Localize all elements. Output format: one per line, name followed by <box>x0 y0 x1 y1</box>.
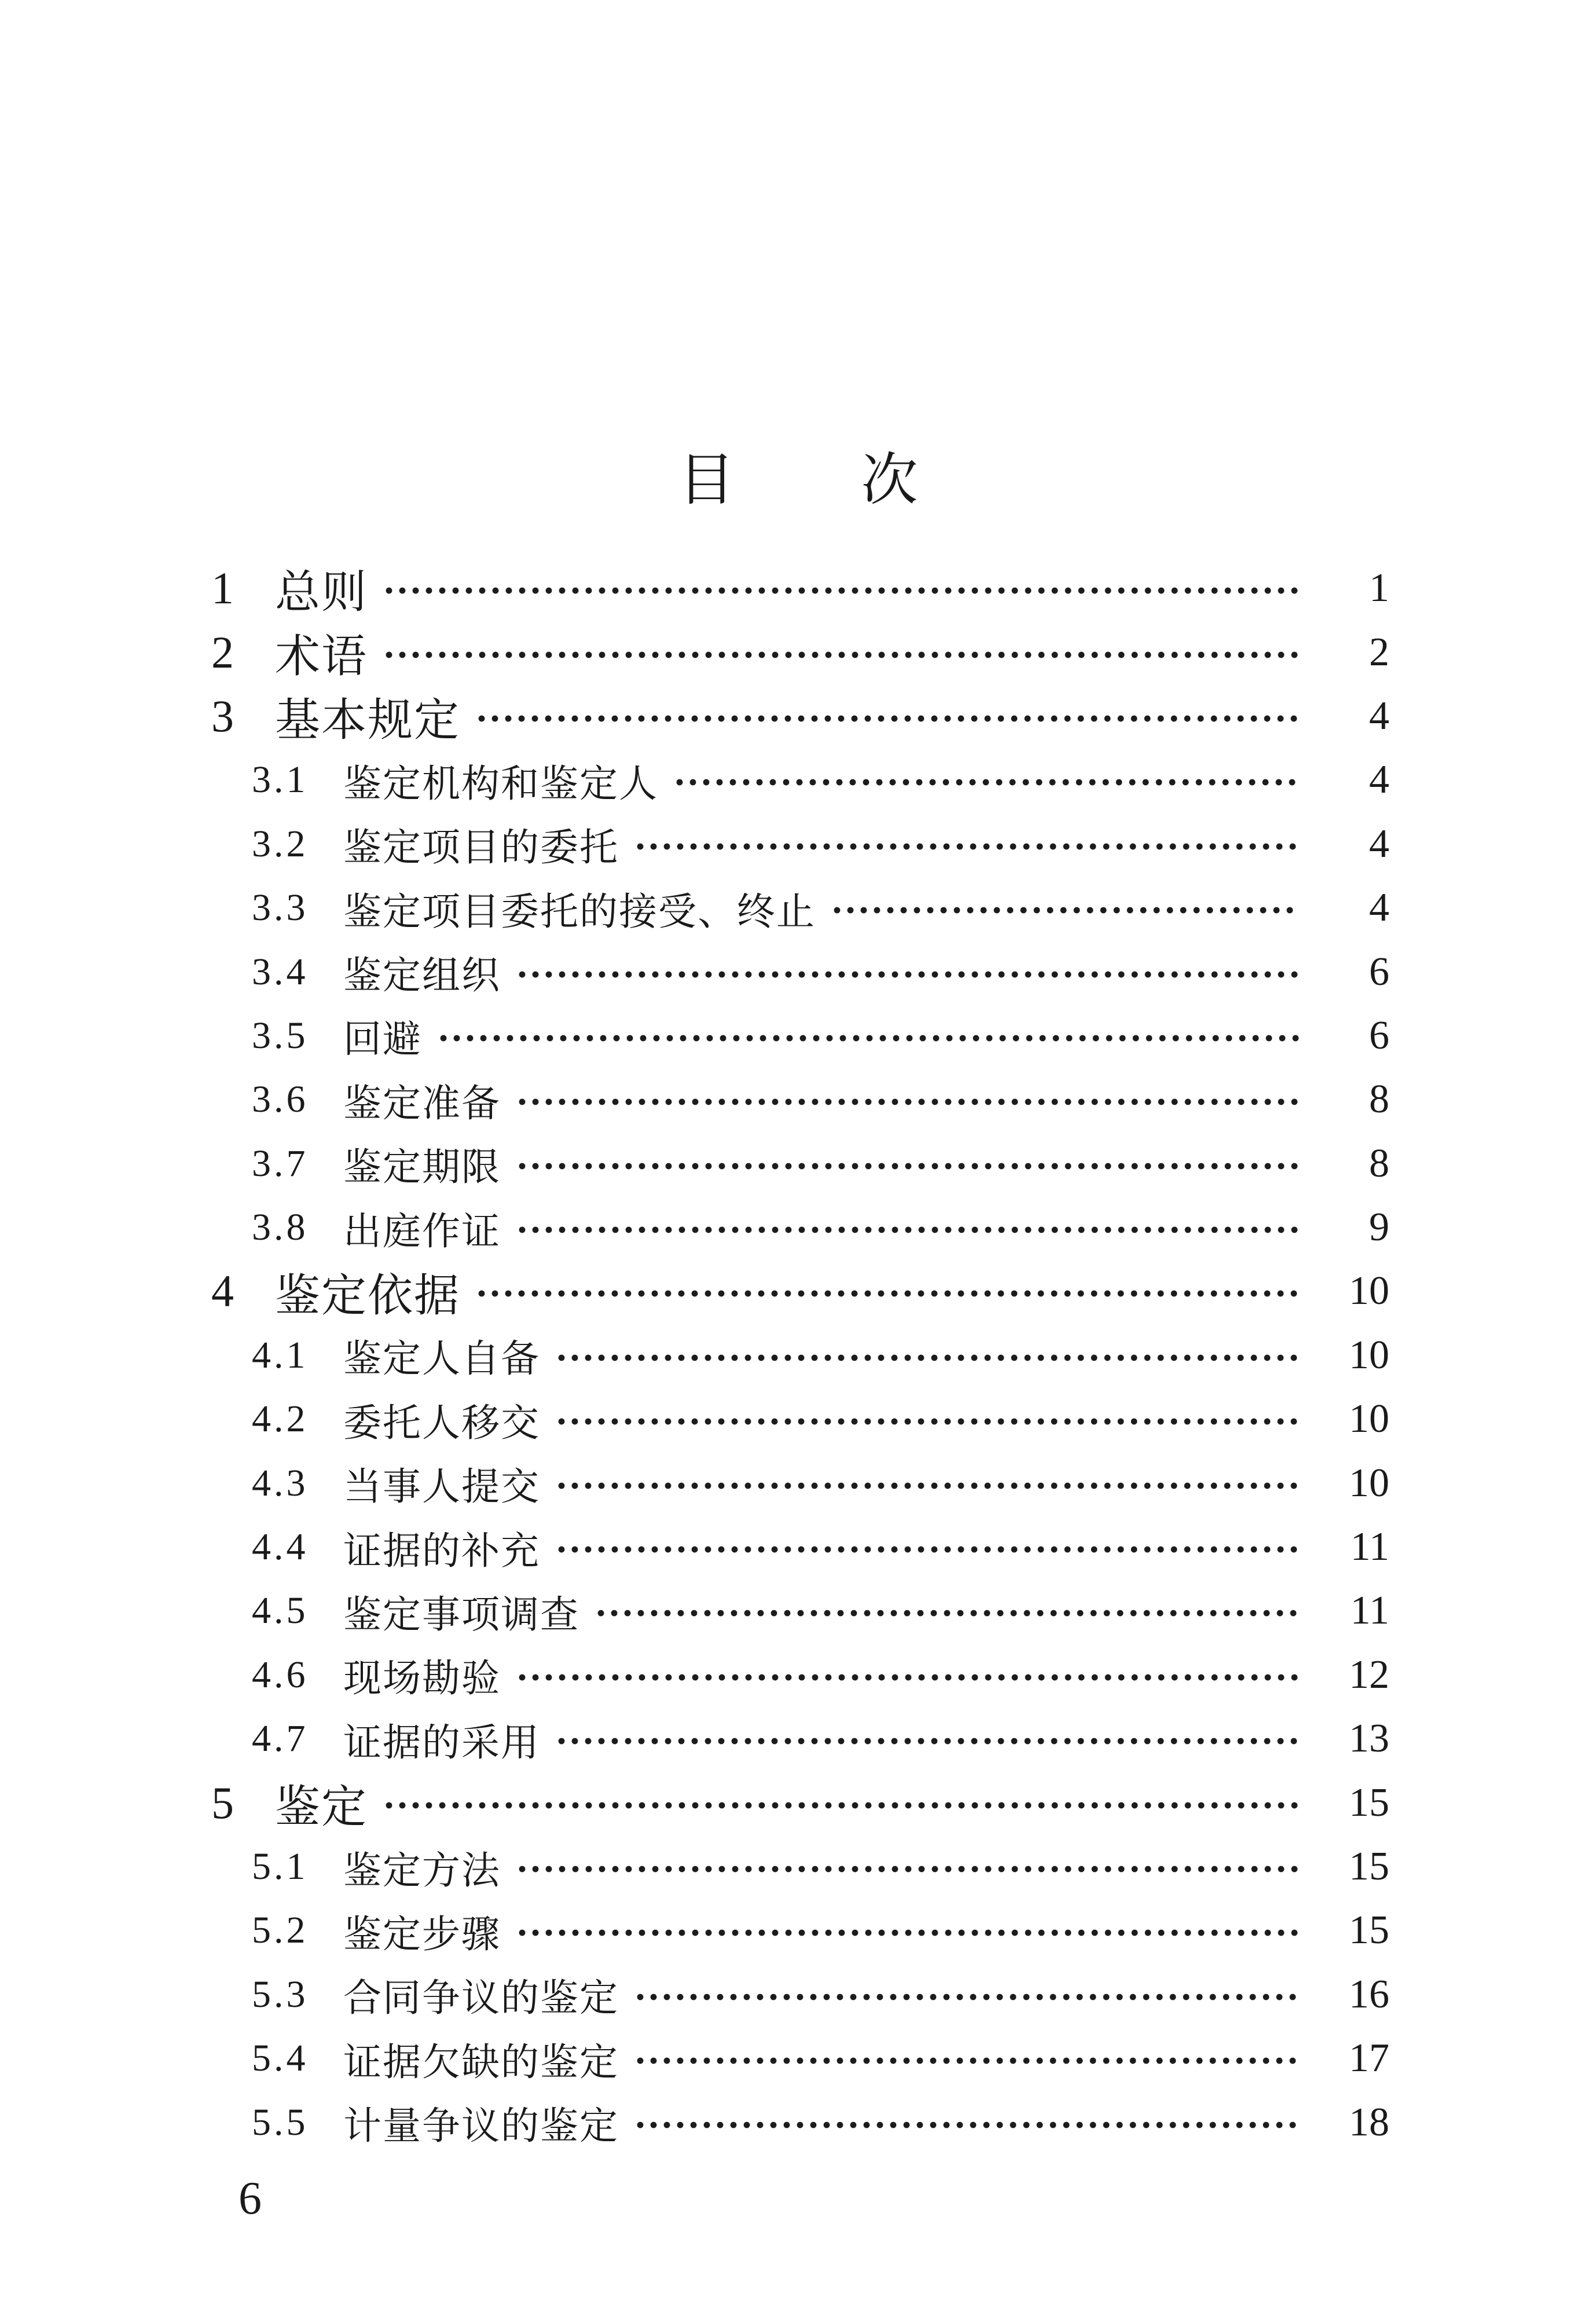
toc-entry-label: 鉴定期限 <box>343 1146 501 1189</box>
toc-entry-number: 4.1 <box>252 1333 309 1376</box>
dot-leader <box>673 778 1300 786</box>
dot-leader <box>383 587 1300 595</box>
toc-entry-label: 证据的采用 <box>343 1721 540 1764</box>
dot-leader <box>555 1417 1300 1426</box>
toc-entry-page: 10 <box>1349 1397 1389 1442</box>
toc-entry-page: 4 <box>1369 757 1389 803</box>
toc-entry-page: 4 <box>1369 693 1389 738</box>
toc-entry-number: 3.4 <box>252 950 309 993</box>
toc-entry-label: 现场勘验 <box>343 1658 501 1701</box>
toc-entry-page: 16 <box>1349 1972 1389 2017</box>
toc-entry-page: 2 <box>1369 629 1389 675</box>
toc-entry-label: 鉴定机构和鉴定人 <box>343 763 658 805</box>
dot-leader <box>555 1545 1300 1553</box>
toc-entry-5 <box>211 1771 1389 1834</box>
dot-leader <box>516 1098 1300 1106</box>
toc-entry-label: 当事人提交 <box>343 1466 540 1509</box>
dot-leader <box>516 1929 1300 1937</box>
dot-leader <box>831 906 1300 914</box>
toc-entry-page: 17 <box>1349 2036 1389 2081</box>
toc-entry-page: 15 <box>1349 1908 1389 1953</box>
toc-entry-4.6 <box>211 1643 1389 1707</box>
toc-entry-page: 12 <box>1349 1652 1389 1697</box>
toc-entry-label: 鉴定方法 <box>343 1849 501 1892</box>
toc-entry-label: 鉴定事项调查 <box>343 1593 579 1636</box>
page-title-char-2: 次 <box>861 449 918 512</box>
toc-entry-label: 基本规定 <box>275 694 461 745</box>
toc-entry-label: 鉴定项目的委托 <box>343 827 619 870</box>
toc-entry-number: 3.6 <box>252 1078 309 1121</box>
toc-entry-page: 15 <box>1349 1844 1389 1889</box>
toc-entry-5.4 <box>211 2027 1389 2090</box>
toc-entry-5.5 <box>211 2090 1389 2154</box>
toc-entry-number: 2 <box>211 626 234 677</box>
dot-leader <box>516 1673 1300 1681</box>
toc-entry-label: 回避 <box>343 1018 422 1061</box>
toc-entry-page: 11 <box>1350 1588 1389 1633</box>
dot-leader <box>555 1354 1300 1362</box>
toc-entry-4.3 <box>211 1451 1389 1515</box>
toc-entry-label: 证据欠缺的鉴定 <box>343 2041 619 2084</box>
toc-entry-number: 3.8 <box>252 1206 309 1249</box>
toc-entry-page: 1 <box>1369 566 1389 611</box>
toc-entry-number: 3 <box>211 690 234 741</box>
toc-entry-label: 计量争议的鉴定 <box>343 2105 619 2148</box>
dot-leader <box>475 1289 1300 1298</box>
toc-entry-4.5 <box>211 1579 1389 1643</box>
toc-entry-3.6 <box>211 1068 1389 1131</box>
dot-leader <box>555 1482 1300 1490</box>
toc-entry-page: 8 <box>1369 1077 1389 1122</box>
toc-entry-label: 鉴定 <box>275 1781 368 1832</box>
dot-leader <box>634 2057 1300 2065</box>
dot-leader <box>595 1609 1300 1617</box>
toc-entry-4.7 <box>211 1707 1389 1771</box>
toc-entry-number: 5.5 <box>252 2101 309 2144</box>
toc-entry-5.1 <box>211 1835 1389 1899</box>
dot-leader <box>383 1801 1300 1809</box>
toc-entry-page: 10 <box>1349 1269 1389 1314</box>
toc-entry-5.3 <box>211 1963 1389 2027</box>
page-title <box>0 440 1596 521</box>
toc-entry-3.4 <box>211 940 1389 1003</box>
toc-entry-3.7 <box>211 1132 1389 1196</box>
toc-entry-number: 4.3 <box>252 1461 309 1504</box>
dot-leader <box>634 1993 1300 2001</box>
dot-leader <box>634 842 1300 851</box>
toc-entry-3.3 <box>211 876 1389 940</box>
toc-entry-label: 鉴定人自备 <box>343 1338 540 1381</box>
toc-entry-number: 3.5 <box>252 1014 309 1057</box>
toc-entry-number: 3.3 <box>252 886 309 929</box>
toc-entry-number: 5 <box>211 1777 234 1828</box>
toc-entry-label: 鉴定准备 <box>343 1082 501 1125</box>
toc-entry-number: 3.2 <box>252 822 309 865</box>
toc-entry-2 <box>211 620 1389 684</box>
toc-entry-label: 委托人移交 <box>343 1402 540 1445</box>
toc-entry-number: 4.2 <box>252 1398 309 1441</box>
toc-entry-5.2 <box>211 1899 1389 1962</box>
toc-entry-3.1 <box>211 748 1389 812</box>
toc-entry-number: 5.2 <box>252 1909 309 1952</box>
toc-entry-page: 8 <box>1369 1141 1389 1186</box>
toc-list <box>211 556 1389 2155</box>
toc-entry-page: 10 <box>1349 1332 1389 1377</box>
toc-entry-label: 术语 <box>275 631 368 681</box>
toc-entry-number: 4 <box>211 1266 234 1317</box>
toc-entry-4.1 <box>211 1324 1389 1387</box>
toc-entry-number: 5.1 <box>252 1845 309 1888</box>
dot-leader <box>475 715 1300 723</box>
toc-entry-number: 1 <box>211 563 234 614</box>
dot-leader <box>516 1226 1300 1234</box>
toc-entry-page: 11 <box>1350 1525 1389 1570</box>
toc-entry-page: 15 <box>1349 1780 1389 1825</box>
toc-entry-4 <box>211 1259 1389 1323</box>
toc-entry-page: 18 <box>1349 2100 1389 2145</box>
toc-entry-page: 6 <box>1369 949 1389 994</box>
dot-leader <box>437 1034 1300 1042</box>
toc-entry-number: 3.1 <box>252 759 309 801</box>
toc-entry-page: 10 <box>1349 1460 1389 1505</box>
toc-entry-number: 5.3 <box>252 1973 309 2016</box>
toc-entry-3.8 <box>211 1196 1389 1259</box>
toc-entry-number: 4.4 <box>252 1526 309 1569</box>
toc-entry-label: 出庭作证 <box>343 1210 501 1253</box>
toc-entry-page: 4 <box>1369 821 1389 866</box>
toc-entry-page: 4 <box>1369 885 1389 930</box>
dot-leader <box>555 1737 1300 1745</box>
toc-entry-label: 鉴定项目委托的接受、终止 <box>343 891 816 933</box>
toc-entry-label: 鉴定依据 <box>275 1270 461 1321</box>
toc-entry-number: 4.5 <box>252 1589 309 1632</box>
toc-entry-label: 证据的补充 <box>343 1530 540 1573</box>
toc-entry-page: 6 <box>1369 1013 1389 1058</box>
page-title-char-1: 目 <box>678 449 735 512</box>
dot-leader <box>634 2121 1300 2129</box>
toc-entry-4.4 <box>211 1515 1389 1579</box>
dot-leader <box>516 1865 1300 1873</box>
dot-leader <box>516 970 1300 979</box>
dot-leader <box>516 1162 1300 1170</box>
toc-entry-number: 4.7 <box>252 1717 309 1760</box>
toc-entry-label: 鉴定组织 <box>343 955 501 998</box>
toc-entry-page: 13 <box>1349 1716 1389 1761</box>
toc-entry-3.2 <box>211 812 1389 876</box>
page-number: 6 <box>239 2173 262 2224</box>
toc-entry-number: 4.6 <box>252 1653 309 1696</box>
toc-entry-3.5 <box>211 1004 1389 1068</box>
dot-leader <box>383 651 1300 659</box>
toc-entry-1 <box>211 556 1389 620</box>
toc-entry-label: 总则 <box>275 567 368 618</box>
toc-entry-page: 9 <box>1369 1205 1389 1250</box>
toc-entry-number: 5.4 <box>252 2037 309 2080</box>
toc-entry-3 <box>211 684 1389 748</box>
toc-entry-number: 3.7 <box>252 1142 309 1185</box>
toc-entry-label: 鉴定步骤 <box>343 1913 501 1956</box>
toc-entry-label: 合同争议的鉴定 <box>343 1977 619 2020</box>
toc-entry-4.2 <box>211 1387 1389 1451</box>
